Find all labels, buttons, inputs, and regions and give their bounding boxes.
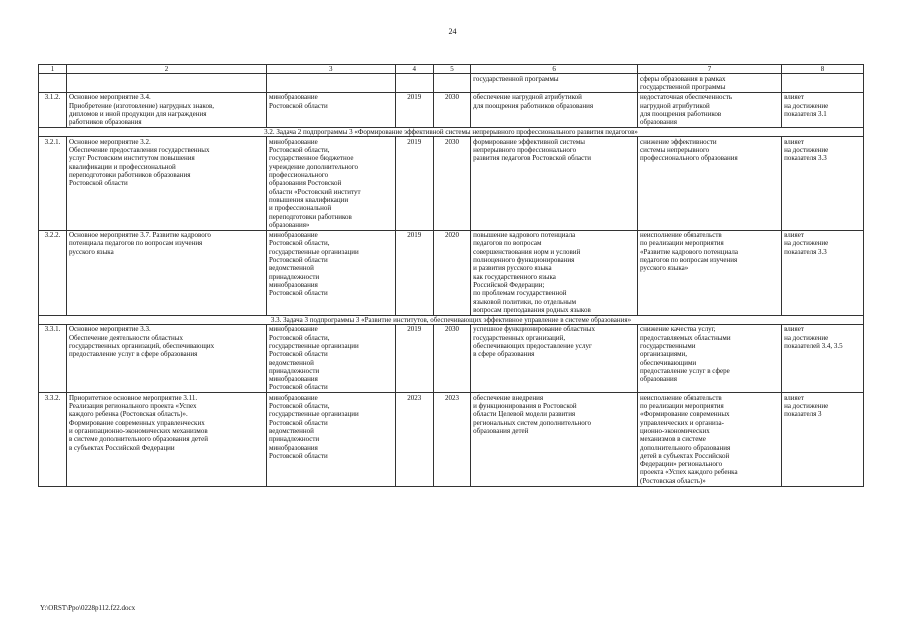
- column-header: 1: [39, 65, 67, 74]
- cell-executor: минобразование Ростовской области, государственное бюджетное учреждение дополнительного профессионального образования Ростовской области «Ростовский институт повышения квалификации и профессиональной переподготовки работников образования»: [267, 137, 396, 230]
- cell-result: повышение кадрового потенциала педагогов по вопросам совершенствования норм и условий полноценного функционирования и развития русского языка как государственного языка Российской Федерации; по проблемам государственной языковой политики, по отдельным вопросам преподавания родных языков: [471, 230, 638, 315]
- cell-result: обеспечение внедрения и функционирования в Ростовской области Целевой модели развития региональных систем дополнительного образования детей: [471, 393, 638, 486]
- cell-result: государственной программы: [471, 74, 638, 93]
- cell-start: 2019: [395, 92, 433, 127]
- cell-executor: минобразование Ростовской области: [267, 92, 396, 127]
- cell-name: Основное мероприятие 3.7. Развитие кадрового потенциала педагогов по вопросам изучения русского языка: [66, 230, 266, 315]
- cell-executor: минобразование Ростовской области, государственные организации Ростовской области ведомственной принадлежности минобразования Ростовской области: [267, 393, 396, 486]
- cell-start: 2019: [395, 230, 433, 315]
- cell-end: 2030: [433, 324, 470, 392]
- cell-end: [433, 74, 470, 93]
- column-header: 4: [395, 65, 433, 74]
- cell-start: 2023: [395, 393, 433, 486]
- table-row: [39, 393, 864, 486]
- cell-consequence: неисполнение обязательств по реализации мероприятия «Формирование современных управленческих и организа- ционно-экономических механизмов в системе дополнительного образования детей в субъектах Российской Федерации» регионального проекта «Успех каждого ребенка (Ростовская область)»: [638, 393, 782, 486]
- cell-link: [782, 74, 864, 93]
- cell-num: 3.3.2.: [39, 393, 67, 486]
- cell-consequence: снижение качества услуг, предоставляемых областными государственными организациями, обеспечивающими предоставление услуг в сфере образования: [638, 324, 782, 392]
- section-heading: 3.3. Задача 3 подпрограммы 3 «Развитие институтов, обеспечивающих эффективное управление в системе образования»: [39, 315, 864, 324]
- column-header: 7: [638, 65, 782, 74]
- cell-num: 3.2.1.: [39, 137, 67, 230]
- cell-name: Приоритетное основное мероприятие 3.11. Реализация регионального проекта «Успех каждого ребенка (Ростовская область)». Формирование современных управленческих и организационно-экономических механизмов в системе дополнительного образования детей в субъектах Российской Федерации: [66, 393, 266, 486]
- cell-num: [39, 74, 67, 93]
- cell-num: 3.1.2.: [39, 92, 67, 127]
- section-row: [39, 315, 864, 324]
- table-row: [39, 230, 864, 315]
- footer-file-path: Y:\ORST\Ppo\0228p112.f22.docx: [40, 604, 136, 612]
- cell-end: 2023: [433, 393, 470, 486]
- cell-start: 2019: [395, 324, 433, 392]
- column-header: 3: [267, 65, 396, 74]
- cell-consequence: снижение эффективности системы непрерывного профессионального образования: [638, 137, 782, 230]
- cell-end: 2030: [433, 92, 470, 127]
- cell-start: 2019: [395, 137, 433, 230]
- table-row: [39, 324, 864, 392]
- cell-result: формирование эффективной системы непрерывного профессионального развития педагогов Ростовской области: [471, 137, 638, 230]
- cell-consequence: сферы образования в рамках государственной программы: [638, 74, 782, 93]
- cell-start: [395, 74, 433, 93]
- cell-num: 3.2.2.: [39, 230, 67, 315]
- cell-name: Основное мероприятие 3.4. Приобретение (изготовление) нагрудных знаков, дипломов и иной продукции для награждения работников образования: [66, 92, 266, 127]
- cell-name: [66, 74, 266, 93]
- cell-link: влияет на достижение показателя 3.3: [782, 137, 864, 230]
- column-header: 5: [433, 65, 470, 74]
- page-number: 24: [448, 27, 457, 36]
- column-number-row: [39, 65, 864, 74]
- section-row: [39, 128, 864, 137]
- cell-link: влияет на достижение показателя 3.3: [782, 230, 864, 315]
- cell-num: 3.3.1.: [39, 324, 67, 392]
- cell-consequence: недостаточная обеспеченность нагрудной атрибутикой для поощрения работников образования: [638, 92, 782, 127]
- table-row: [39, 137, 864, 230]
- cell-link: влияет на достижение показателя 3: [782, 393, 864, 486]
- cell-name: Основное мероприятие 3.3. Обеспечение деятельности областных государственных организаций, обеспечивающих предоставление услуг в сфере образования: [66, 324, 266, 392]
- cell-name: Основное мероприятие 3.2. Обеспечение предоставления государственных услуг Ростовским институтом повышения квалификации и профессиональной переподготовки работников образования Ростовской области: [66, 137, 266, 230]
- cell-result: успешное функционирование областных государственных организаций, обеспечивающих предоставление услуг в сфере образования: [471, 324, 638, 392]
- table-row: [39, 92, 864, 127]
- column-header: 2: [66, 65, 266, 74]
- cell-executor: минобразование Ростовской области, государственные организации Ростовской области ведомственной принадлежности минобразования Ростовской области: [267, 230, 396, 315]
- section-heading: 3.2. Задача 2 подпрограммы 3 «Формирование эффективной системы непрерывного профессионального развития педагогов»: [39, 128, 864, 137]
- column-header: 6: [471, 65, 638, 74]
- cell-link: влияет на достижение показателя 3.1: [782, 92, 864, 127]
- cell-consequence: неисполнение обязательств по реализации мероприятия «Развитие кадрового потенциала педагогов по вопросам изучения русского языка»: [638, 230, 782, 315]
- cell-link: влияет на достижение показателей 3.4, 3.5: [782, 324, 864, 392]
- cell-end: 2030: [433, 137, 470, 230]
- measures-table: [38, 64, 864, 487]
- cell-end: 2020: [433, 230, 470, 315]
- continuation-row: [39, 74, 864, 93]
- column-header: 8: [782, 65, 864, 74]
- cell-executor: [267, 74, 396, 93]
- cell-result: обеспечение нагрудной атрибутикой для поощрения работников образования: [471, 92, 638, 127]
- cell-executor: минобразование Ростовской области, государственные организации Ростовской области ведомственной принадлежности минобразования Ростовской области: [267, 324, 396, 392]
